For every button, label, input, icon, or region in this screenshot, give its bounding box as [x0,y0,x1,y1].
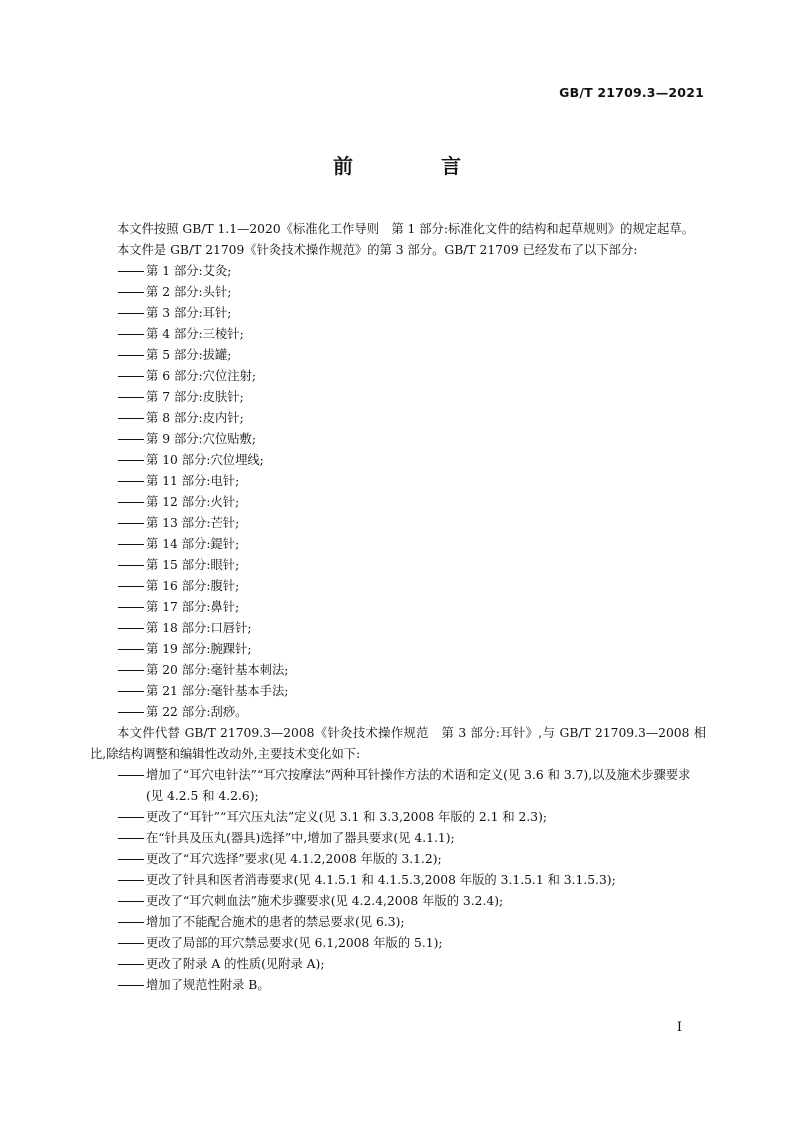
part-item [90,618,706,639]
change-item-text: 更改了局部的耳穴禁忌要求(见 6.1,2008 年版的 5.1); [146,936,443,950]
change-item-text: 在“针具及压丸(器具)选择”中,增加了器具要求(见 4.1.1); [146,831,455,845]
part-item-text: 第 1 部分:艾灸; [146,264,232,278]
changes-list [90,765,706,996]
part-item [90,345,706,366]
part-item-text: 第 5 部分:拔罐; [146,348,232,362]
list-dash [118,397,144,398]
change-item [90,828,706,849]
part-item [90,324,706,345]
change-item-text: 更改了“耳穴选择”要求(见 4.1.2,2008 年版的 3.1.2); [146,852,442,866]
parts-list [90,261,706,723]
part-item [90,387,706,408]
list-dash [118,292,144,293]
list-dash [118,901,144,902]
list-dash [118,649,144,650]
part-item [90,429,706,450]
part-item-text: 第 9 部分:穴位贴敷; [146,432,257,446]
list-dash [118,712,144,713]
change-item [90,933,706,954]
part-item-text: 第 19 部分:腕踝针; [146,642,252,656]
list-dash [118,271,144,272]
part-item [90,681,706,702]
part-item-text: 第 14 部分:鍉针; [146,537,240,551]
part-item [90,261,706,282]
change-item-text: 更改了针具和医者消毒要求(见 4.1.5.1 和 4.1.5.3,2008 年版的 3.1.5.1 和 3.1.5.3); [146,873,616,887]
part-item [90,660,706,681]
part-item-text: 第 13 部分:芒针; [146,516,240,530]
list-dash [118,313,144,314]
change-item-text: 增加了不能配合施术的患者的禁忌要求(见 6.3); [146,915,405,929]
part-item-text: 第 2 部分:头针; [146,285,232,299]
list-dash [118,355,144,356]
part-item-text: 第 4 部分:三棱针; [146,327,244,341]
part-item [90,555,706,576]
part-item [90,408,706,429]
part-item-text: 第 20 部分:毫针基本刺法; [146,663,289,677]
list-dash [118,439,144,440]
part-item [90,576,706,597]
part-item-text: 第 17 部分:鼻针; [146,600,240,614]
standard-code: GB/T 21709.3—2021 [559,85,704,100]
change-item [90,807,706,828]
change-item [90,891,706,912]
part-item-text: 第 15 部分:眼针; [146,558,240,572]
part-item [90,303,706,324]
change-item [90,912,706,933]
part-item [90,471,706,492]
list-dash [118,943,144,944]
list-dash [118,628,144,629]
part-item-text: 第 7 部分:皮肤针; [146,390,244,404]
change-item [90,975,706,996]
part-item [90,450,706,471]
change-item-text: 更改了“耳针”“耳穴压丸法”定义(见 3.1 和 3.3,2008 年版的 2.1 和 2.3); [146,810,548,824]
list-dash [118,376,144,377]
list-dash [118,418,144,419]
change-item-text: 增加了规范性附录 B。 [146,978,270,992]
list-dash [118,544,144,545]
change-item-text: 更改了附录 A 的性质(见附录 A); [146,957,325,971]
change-item [90,954,706,975]
part-item [90,366,706,387]
part-item [90,513,706,534]
list-dash [118,775,144,776]
part-item [90,282,706,303]
part-item [90,534,706,555]
paragraph-drafting-rules: 本文件按照 GB/T 1.1—2020《标准化工作导则 第 1 部分:标准化文件的结构和起草规则》的规定起草。 [117,222,694,236]
change-item [90,870,706,891]
part-item [90,702,706,723]
change-item [90,849,706,870]
list-dash [118,838,144,839]
list-dash [118,691,144,692]
list-dash [118,334,144,335]
part-item-text: 第 22 部分:刮痧。 [146,705,248,719]
list-dash [118,565,144,566]
part-item-text: 第 21 部分:毫针基本手法; [146,684,289,698]
list-dash [118,880,144,881]
list-dash [118,481,144,482]
list-dash [118,460,144,461]
part-item [90,492,706,513]
list-dash [118,670,144,671]
part-item-text: 第 8 部分:皮内针; [146,411,244,425]
change-item-text: 更改了“耳穴刺血法”施术步骤要求(见 4.2.4,2008 年版的 3.2.4); [146,894,504,908]
page-title: 前 言 [333,154,495,178]
list-dash [118,817,144,818]
page-number: I [676,1020,682,1035]
list-dash [118,922,144,923]
list-dash [118,964,144,965]
part-item-text: 第 3 部分:耳针; [146,306,232,320]
part-item-text: 第 12 部分:火针; [146,495,240,509]
paragraph-replacement: 本文件代替 GB/T 21709.3—2008《针灸技术操作规范 第 3 部分:耳针》,与 GB/T 21709.3—2008 相比,除结构调整和编辑性改动外,主要技术变化如下: [90,726,706,761]
list-dash [118,523,144,524]
list-dash [118,586,144,587]
part-item-text: 第 6 部分:穴位注射; [146,369,257,383]
list-dash [118,502,144,503]
list-dash [118,985,144,986]
list-dash [118,607,144,608]
part-item [90,639,706,660]
part-item-text: 第 11 部分:电针; [146,474,240,488]
list-dash [118,859,144,860]
part-item-text: 第 18 部分:口唇针; [146,621,252,635]
paragraph-series-intro: 本文件是 GB/T 21709《针灸技术操作规范》的第 3 部分。GB/T 21709 已经发布了以下部分: [117,243,638,257]
change-item-text: 增加了“耳穴电针法”“耳穴按摩法”两种耳针操作方法的术语和定义(见 3.6 和 3.7),以及施术步骤要求(见 4.2.5 和 4.2.6); [146,768,691,803]
part-item [90,597,706,618]
change-item [90,765,706,807]
part-item-text: 第 10 部分:穴位埋线; [146,453,264,467]
document-body [90,219,706,996]
part-item-text: 第 16 部分:腹针; [146,579,240,593]
